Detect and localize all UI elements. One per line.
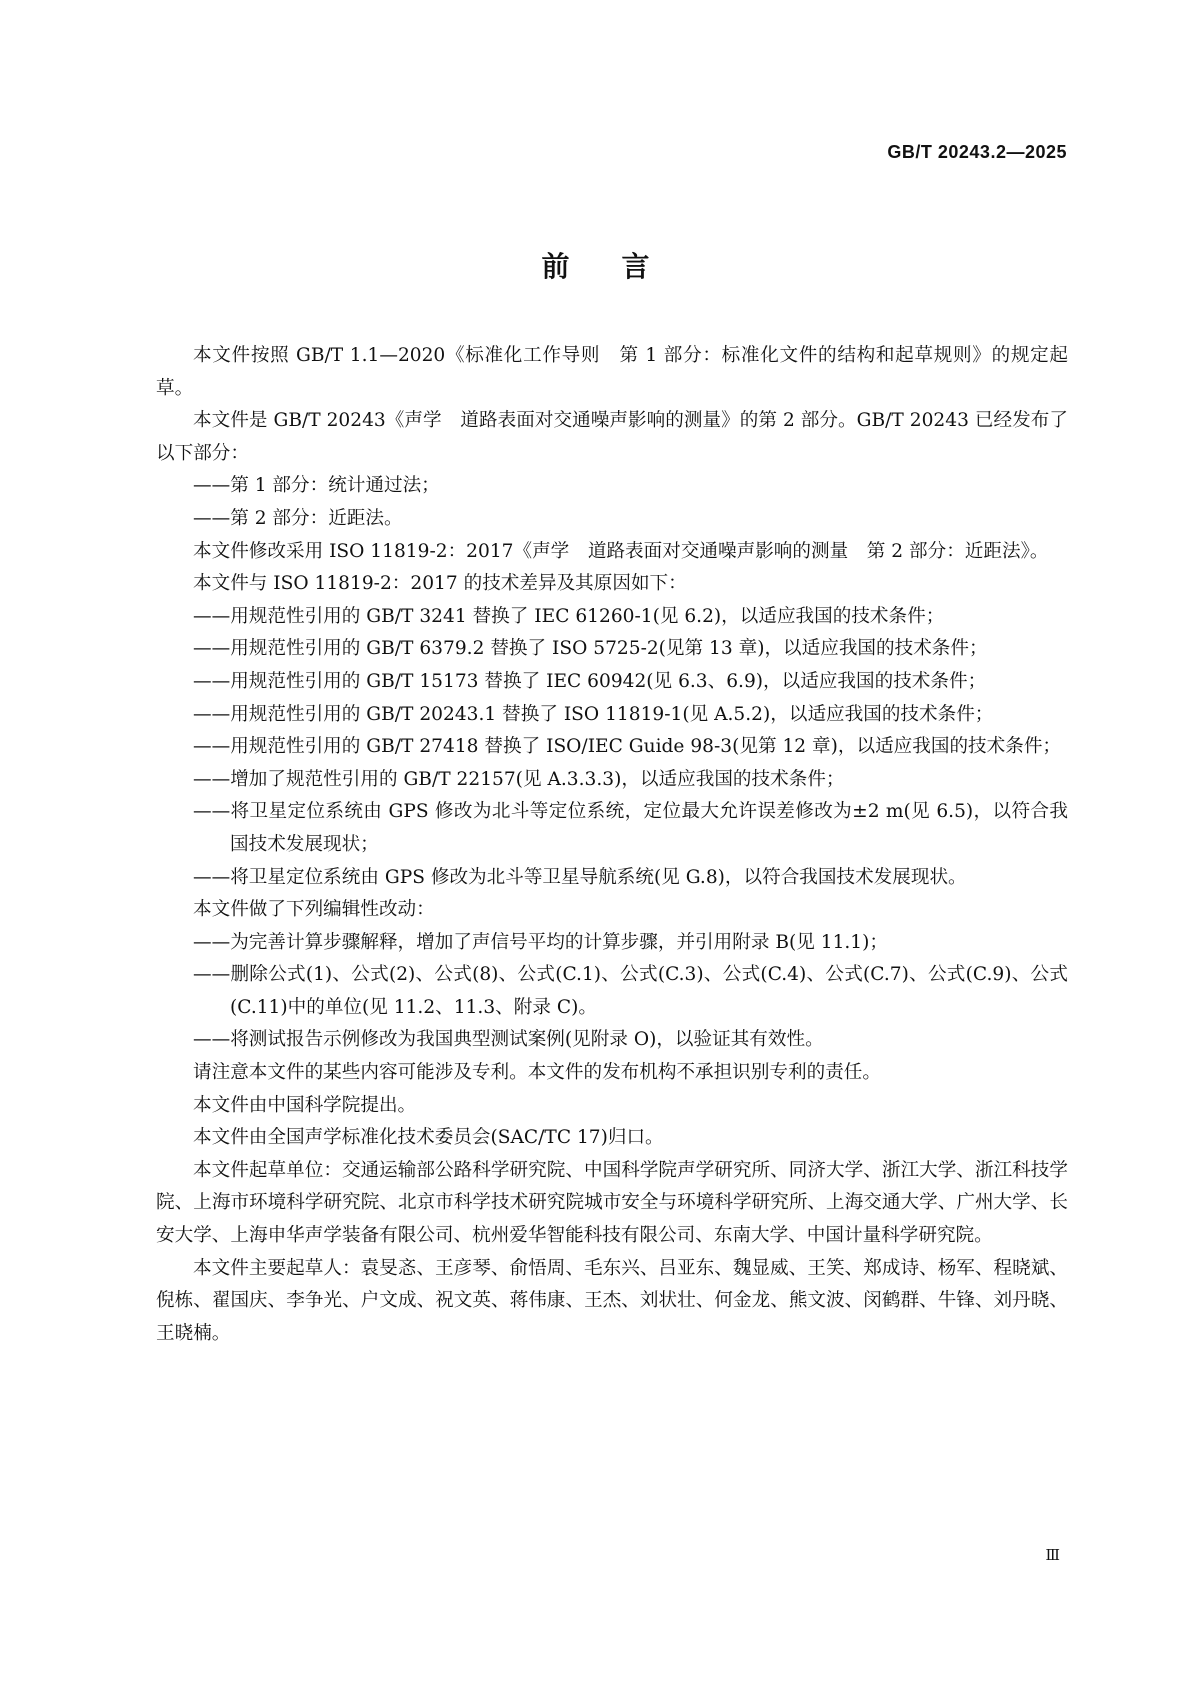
paragraph: 本文件起草单位：交通运输部公路科学研究院、中国科学院声学研究所、同济大学、浙江大学、浙江科技学院、上海市环境科学研究院、北京市科学技术研究院城市安全与环境科学研究所、上海交通大学、广州大学、长安大学、上海申华声学装备有限公司、杭州爱华智能科技有限公司、东南大学、中国计量科学研究院。 bbox=[156, 1159, 1068, 1247]
paragraph: 本文件与 ISO 11819-2：2017 的技术差异及其原因如下： bbox=[193, 573, 687, 595]
paragraph: 本文件由全国声学标准化技术委员会(SAC/TC 17)归口。 bbox=[193, 1127, 664, 1149]
paragraph: 本文件主要起草人：袁旻忞、王彦琴、俞悟周、毛东兴、吕亚东、魏显威、王笑、郑成诗、杨军、程晓斌、倪栋、翟国庆、李争光、户文成、祝文英、蒋伟康、王杰、刘状壮、何金龙、熊文波、闵鹤群、牛锋、刘丹晓、王晓楠。 bbox=[156, 1257, 1068, 1344]
list-item: ——用规范性引用的 GB/T 3241 替换了 IEC 61260-1(见 6.2)，以适应我国的技术条件； bbox=[193, 605, 945, 627]
paragraph: 本文件由中国科学院提出。 bbox=[193, 1094, 417, 1116]
paragraph: 本文件做了下列编辑性改动： bbox=[193, 899, 435, 921]
foreword-body bbox=[156, 340, 1068, 1350]
list-item: ——用规范性引用的 GB/T 15173 替换了 IEC 60942(见 6.3、6.9)，以适应我国的技术条件； bbox=[193, 670, 987, 692]
list-item: ——将卫星定位系统由 GPS 修改为北斗等定位系统，定位最大允许误差修改为±2 m(见 6.5)，以符合我国技术发展现状； bbox=[193, 801, 1068, 855]
list-item: ——增加了规范性引用的 GB/T 22157(见 A.3.3.3)，以适应我国的技术条件； bbox=[193, 768, 845, 790]
list-item: ——第 2 部分：近距法。 bbox=[193, 507, 403, 529]
standard-number: GB/T 20243.2—2025 bbox=[887, 142, 1067, 162]
page-number: Ⅲ bbox=[1045, 1546, 1061, 1564]
paragraph: 本文件是 GB/T 20243《声学 道路表面对交通噪声影响的测量》的第 2 部分。GB/T 20243 已经发布了以下部分： bbox=[156, 410, 1068, 464]
list-item: ——第 1 部分：统计通过法； bbox=[193, 475, 440, 497]
list-item: ——为完善计算步骤解释，增加了声信号平均的计算步骤，并引用附录 B(见 11.1)； bbox=[193, 931, 888, 953]
list-item: ——删除公式(1)、公式(2)、公式(8)、公式(C.1)、公式(C.3)、公式(C.4)、公式(C.7)、公式(C.9)、公式(C.11)中的单位(见 11.2、11.3、附录 C)。 bbox=[193, 964, 1068, 1018]
page-title: 前言 bbox=[541, 250, 702, 283]
list-item: ——用规范性引用的 GB/T 20243.1 替换了 ISO 11819-1(见 A.5.2)，以适应我国的技术条件； bbox=[193, 703, 994, 725]
list-item: ——用规范性引用的 GB/T 6379.2 替换了 ISO 5725-2(见第 13 章)，以适应我国的技术条件； bbox=[193, 638, 988, 660]
list-item: ——用规范性引用的 GB/T 27418 替换了 ISO/IEC Guide 98-3(见第 12 章)，以适应我国的技术条件； bbox=[193, 736, 1062, 758]
paragraph: 本文件按照 GB/T 1.1—2020《标准化工作导则 第 1 部分：标准化文件的结构和起草规则》的规定起草。 bbox=[156, 345, 1068, 399]
paragraph: 请注意本文件的某些内容可能涉及专利。本文件的发布机构不承担识别专利的责任。 bbox=[193, 1062, 881, 1084]
list-item: ——将测试报告示例修改为我国典型测试案例(见附录 O)，以验证其有效性。 bbox=[193, 1029, 824, 1051]
paragraph: 本文件修改采用 ISO 11819-2：2017《声学 道路表面对交通噪声影响的测量 第 2 部分：近距法》。 bbox=[193, 540, 1049, 562]
list-item: ——将卫星定位系统由 GPS 修改为北斗等卫星导航系统(见 G.8)，以符合我国技术发展现状。 bbox=[193, 866, 967, 888]
